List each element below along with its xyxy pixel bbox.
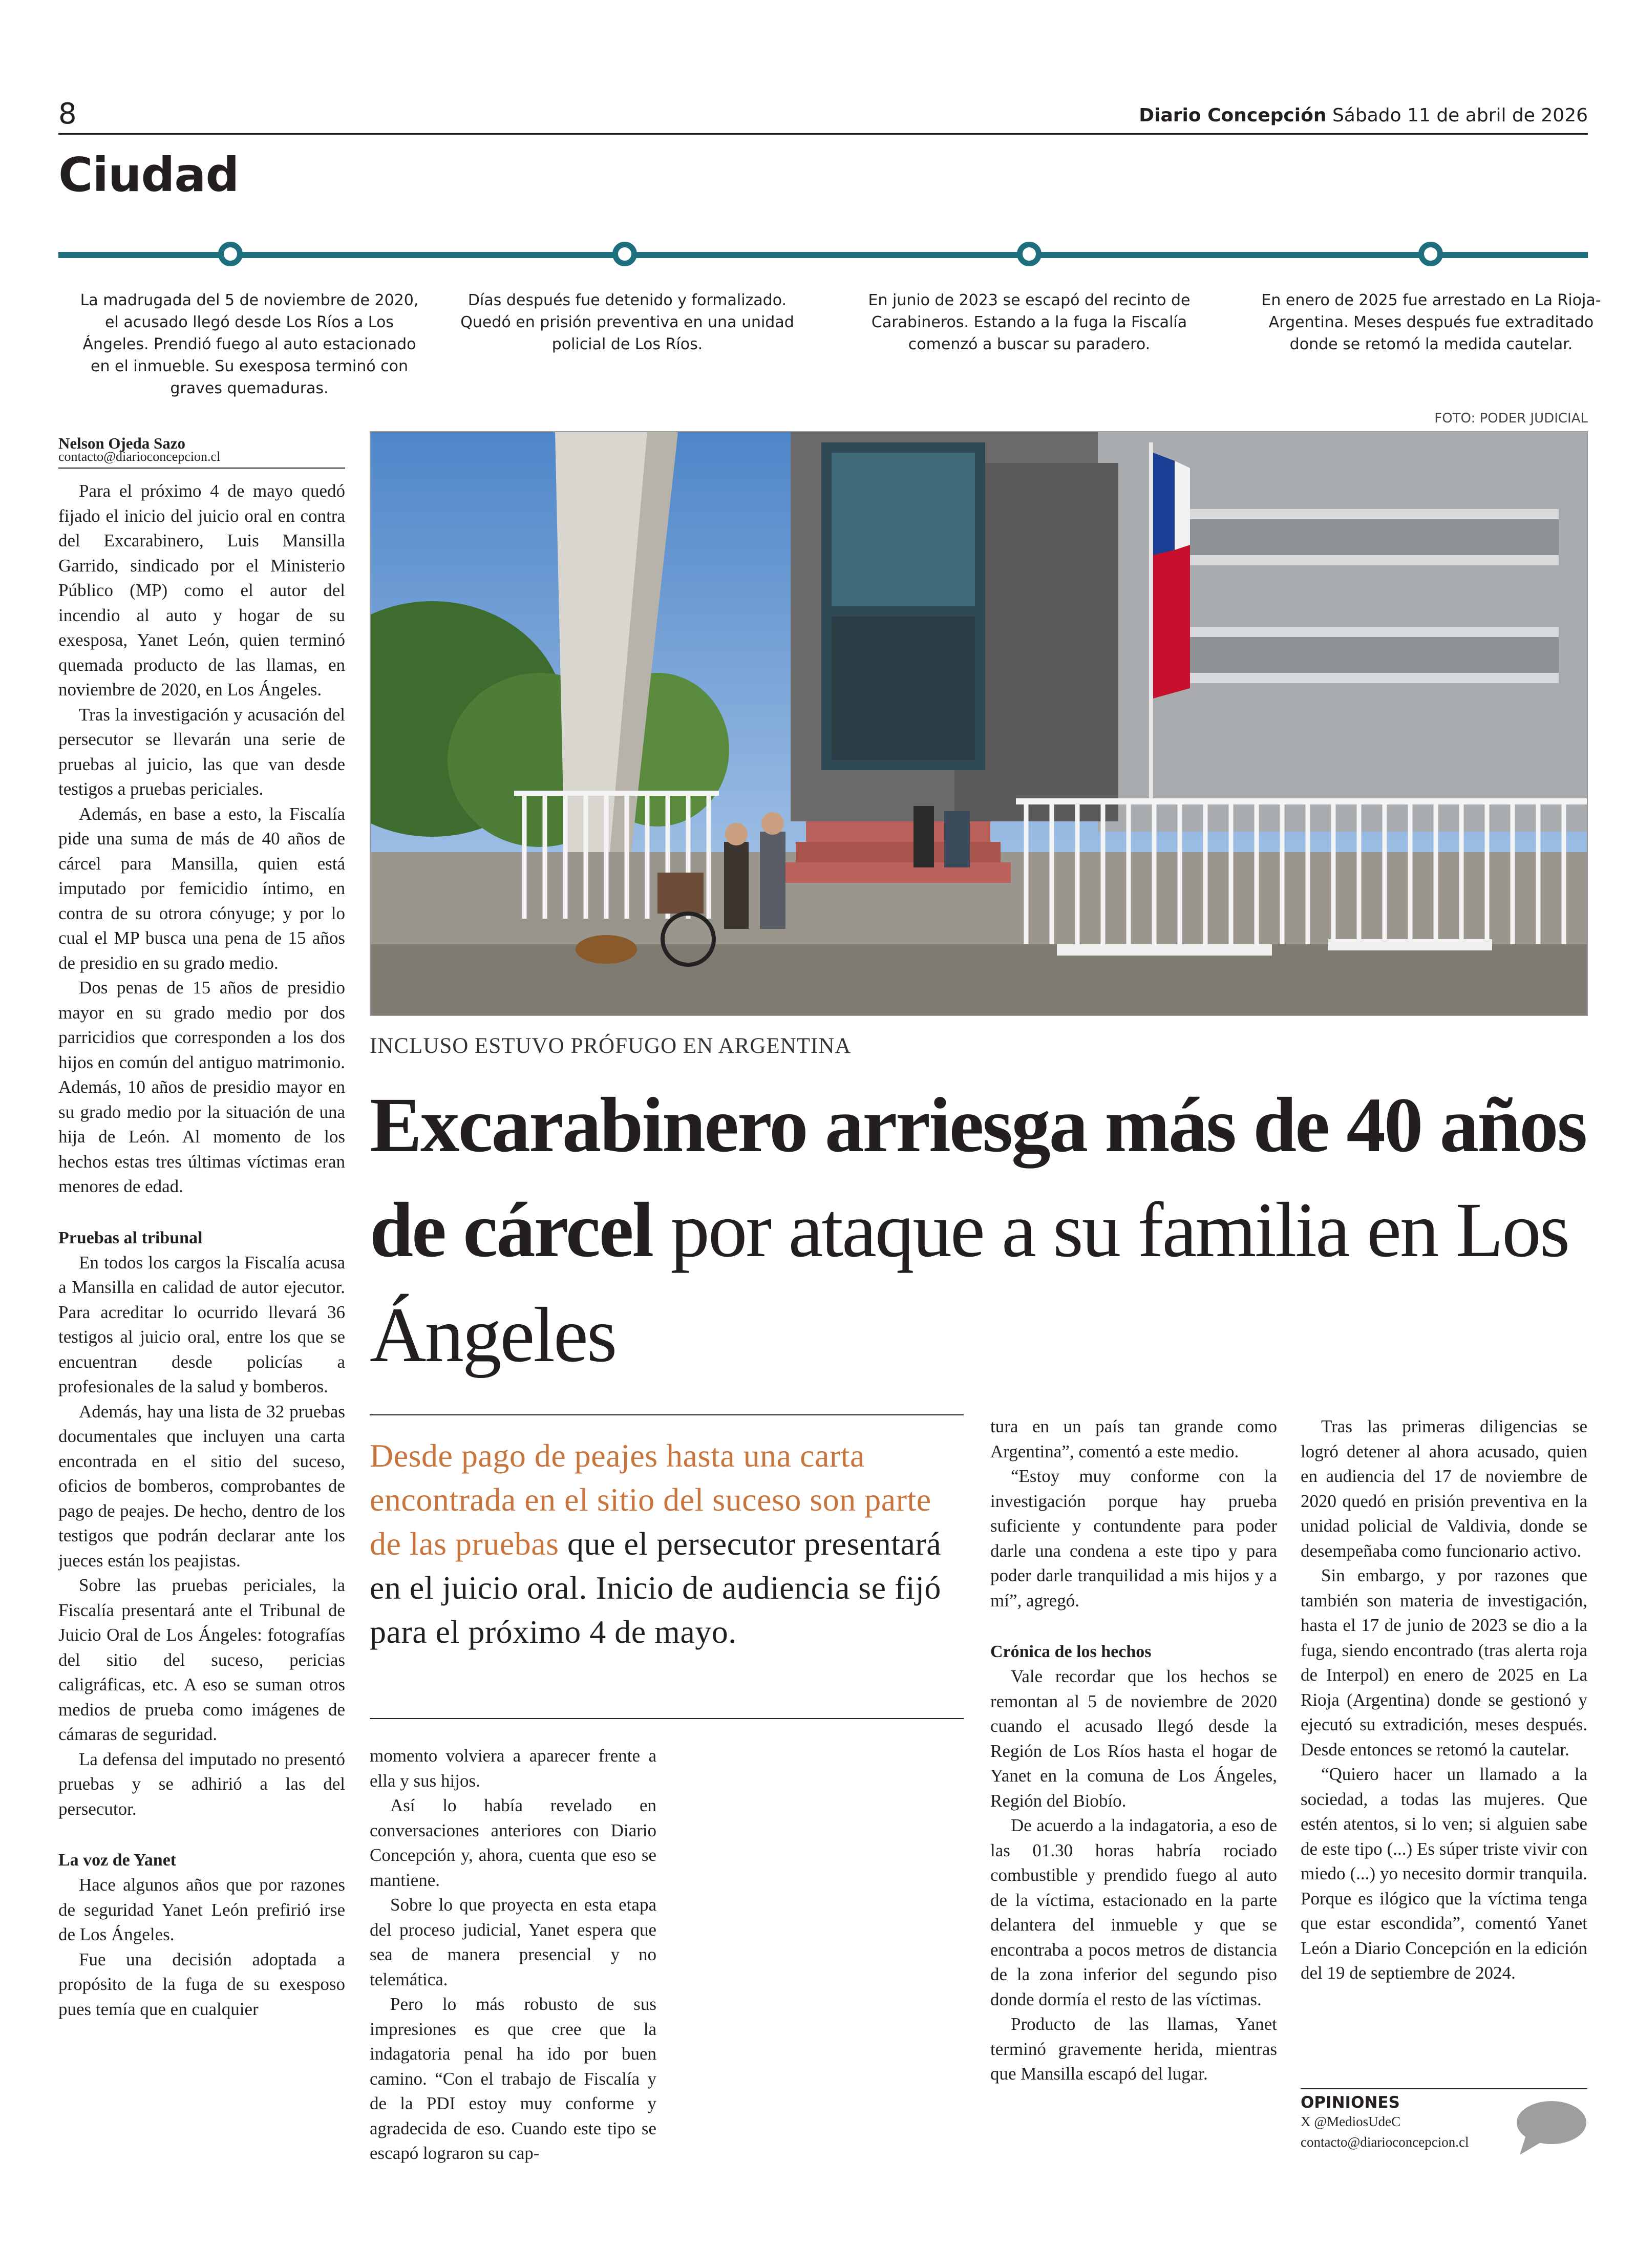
body-column-2 (370, 1744, 656, 2166)
headline (370, 1073, 1593, 1388)
body-column-1 (58, 479, 345, 2022)
deck (370, 1434, 964, 1654)
paragraph: Además, en base a esto, la Fiscalía pide una suma de más de 40 años de cárcel para Mansilla, quien está imputado por femicidio íntimo, en contra de su otrora cónyuge; y por lo cual el MP busca una pena de 15 años de presidio en su grado medio. (58, 803, 345, 973)
paragraph: Tras la investigación y acusación del persecutor se llevarán una serie de pruebas al juicio, las que van desde testigos a pruebas periciales. (58, 704, 345, 799)
deck-regular: que el persecutor presentará en el juicio oral. Inicio de audiencia se fijó para el próximo 4 de mayo. (370, 1525, 942, 1650)
paragraph: Fue una decisión adoptada a propósito de la fuga de su exesposo pues temía que en cualquier (58, 1949, 345, 2019)
opinions-title: OPINIONES (1301, 2093, 1400, 2112)
edition-date: Sábado 11 de abril de 2026 (1332, 105, 1588, 126)
paragraph: Sobre lo que proyecta en esta etapa del proceso judicial, Yanet espera que sea de manera presencial y no telemática. (370, 1895, 656, 1989)
newspaper-name: Diario Concepción (1139, 105, 1327, 126)
paragraph: Sobre las pruebas periciales, la Fiscalía presentará ante el Tribunal de Juicio Oral de Los Ángeles: fotografías del sitio del suceso, pericias caligráficas, etc. A eso se suman otros medios de prueba como imágenes de cámaras de seguridad. (58, 1575, 345, 1744)
kicker: INCLUSO ESTUVO PRÓFUGO EN ARGENTINA (370, 1034, 852, 1058)
paragraph: Para el próximo 4 de mayo quedó fijado el inicio del juicio oral en contra del Excarabinero, Luis Mansilla Garrido, sindicado por el Ministerio Público (MP) como el autor del incendio al auto y hogar de su exesposa, Yanet León, quien terminó quemada producto de las llamas, en noviembre de 2020, en Los Ángeles. (58, 481, 345, 700)
subheading-pruebas: Pruebas al tribunal (58, 1228, 203, 1247)
byline-author: Nelson Ojeda Sazo (58, 434, 185, 452)
deck-rule-top (370, 1414, 964, 1415)
paragraph: La defensa del imputado no presentó pruebas y se adhirió a las del persecutor. (58, 1749, 345, 1819)
paragraph: Dos penas de 15 años de presidio mayor en su grado medio por dos parricidios que corresponden a los dos hijos en común del antiguo matrimonio. Además, 10 años de presidio mayor en su grado medio por la situación de una hija de León. Al momento de los hechos estas tres últimas víctimas eran menores de edad. (58, 978, 345, 1196)
paragraph: En todos los cargos la Fiscalía acusa a Mansilla en calidad de autor ejecutor. Para acreditar lo ocurrido llevará 36 testigos al juicio oral, entre los que se encuentran desde policías a profesionales de la salud y bomberos. (58, 1252, 345, 1396)
paragraph: Hace algunos años que por razones de seguridad Yanet León prefirió irse de Los Ángeles. (58, 1875, 345, 1944)
byline-email: contacto@diarioconcepcion.cl (58, 449, 221, 464)
paragraph: “Quiero hacer un llamado a la sociedad, a todas las mujeres. Que estén atentos, si lo ven; si alguien sabe de este tipo (...) Es súper triste vivir con miedo (...) yo necesito dormir tranquila. Porque es ilógico que la víctima tenga que estar escondida”, comentó Yanet León a Diario Concepción en la edición del 19 de septiembre de 2024. (1301, 1764, 1587, 1983)
paragraph: Tras las primeras diligencias se logró detener al ahora acusado, quien en audiencia del 17 de noviembre de 2020 quedó en prisión preventiva en la unidad policial de Valdivia, donde se desempeñaba como funcionario activo. (1301, 1416, 1587, 1561)
paragraph: Sin embargo, y por razones que también son materia de investigación, hasta el 17 de junio de 2023 se dio a la fuga, siendo encontrado (tras alerta roja de Interpol) en enero de 2025 en La Rioja (Argentina) donde se gestionó y ejecutó su extradición, meses después. Desde entonces se retomó la cautelar. (1301, 1565, 1587, 1760)
headline-regular: por ataque a su familia en Los Ángeles (370, 1187, 1569, 1379)
subheading-voz: La voz de Yanet (58, 1851, 177, 1870)
timeline-dot-4 (1418, 242, 1443, 266)
headline-bold: Excarabinero arriesga más de 40 años de cárcel (370, 1082, 1586, 1274)
header-rule (58, 133, 1588, 135)
paragraph: De acuerdo a la indagatoria, a eso de las 01.30 horas habría rociado combustible y prendido fuego al auto de la víctima, estacionado en la parte delantera del inmueble y que se encontraba a pocos metros de distancia de la zona inferior del segundo piso donde dormía el resto de las víctimas. (990, 1815, 1277, 2009)
deck-accent: Desde pago de peajes hasta una carta encontrada en el sitio del suceso son parte de las pruebas (370, 1437, 931, 1562)
timeline-text-3: En junio de 2023 se escapó del recinto de Carabineros. Estando a la fuga la Fiscalía comenzó a buscar su paradero. (868, 291, 1191, 353)
paragraph: tura en un país tan grande como Argentina”, comentó a este medio. (990, 1416, 1277, 1461)
opinions-email: contacto@diarioconcepcion.cl (1301, 2134, 1469, 2150)
subheading-cronica: Crónica de los hechos (990, 1642, 1152, 1661)
photo-credit: FOTO: PODER JUDICIAL (1434, 411, 1588, 426)
timeline-dot-1 (218, 242, 243, 266)
paragraph: Vale recordar que los hechos se remontan al 5 de noviembre de 2020 cuando el acusado llegó desde la Región de Los Ríos hasta el hogar de Yanet en la comuna de Los Ángeles, Región del Biobío. (990, 1666, 1277, 1811)
timeline-text-2: Días después fue detenido y formalizado. Quedó en prisión preventiva en una unidad policial de Los Ríos. (460, 291, 794, 353)
masthead (1139, 105, 1588, 126)
paragraph: Pero lo más robusto de sus impresiones es que cree que la indagatoria penal ha ido por buen camino. “Con el trabajo de Fiscalía y de la PDI estoy muy conforme y agradecida de eso. Cuando este tipo se escapó lograron su cap- (370, 1994, 656, 2163)
deck-rule-bottom (370, 1718, 964, 1719)
timeline-dot-2 (612, 242, 637, 266)
byline-rule (58, 468, 345, 469)
speech-bubble-icon (1511, 2100, 1587, 2156)
timeline-text-4: En enero de 2025 fue arrestado en La Rioja-Argentina. Meses después fue extraditado donde se retomó la medida cautelar. (1261, 291, 1601, 353)
paragraph: “Estoy muy conforme con la investigación porque hay prueba suficiente y contundente para poder darle una condena a este tipo y para poder darle tranquilidad a mis hijos y a mí”, agregó. (990, 1466, 1277, 1610)
opinions-x-handle: X @MediosUdeC (1301, 2114, 1401, 2129)
timeline-line (58, 252, 1588, 258)
photo-illustration (371, 432, 1588, 1016)
body-column-4 (1301, 1414, 1587, 1986)
court-building-photo (370, 431, 1588, 1016)
opinions-rule (1301, 2088, 1587, 2089)
paragraph: Además, hay una lista de 32 pruebas documentales que incluyen una carta encontrada en el sitio del suceso, oficios de bomberos, comprobantes de pago de peajes. De hecho, dentro de los testigos que podrán declarar ante los jueces están los peajistas. (58, 1401, 345, 1571)
timeline-text-1: La madrugada del 5 de noviembre de 2020, el acusado llegó desde Los Ríos a Los Ángeles. Prendió fuego al auto estacionado en el inmueble. Su exesposa terminó con graves quemaduras. (80, 291, 419, 397)
paragraph: momento volviera a aparecer frente a ella y sus hijos. (370, 1746, 656, 1791)
timeline-dot-3 (1017, 242, 1042, 266)
body-column-3 (990, 1414, 1277, 2087)
paragraph: Así lo había revelado en conversaciones anteriores con Diario Concepción y, ahora, cuenta que eso se mantiene. (370, 1795, 656, 1890)
section-title: Ciudad (58, 147, 239, 202)
page-number: 8 (58, 97, 77, 131)
paragraph: Producto de las llamas, Yanet terminó gravemente herida, mientras que Mansilla escapó del lugar. (990, 2014, 1277, 2084)
